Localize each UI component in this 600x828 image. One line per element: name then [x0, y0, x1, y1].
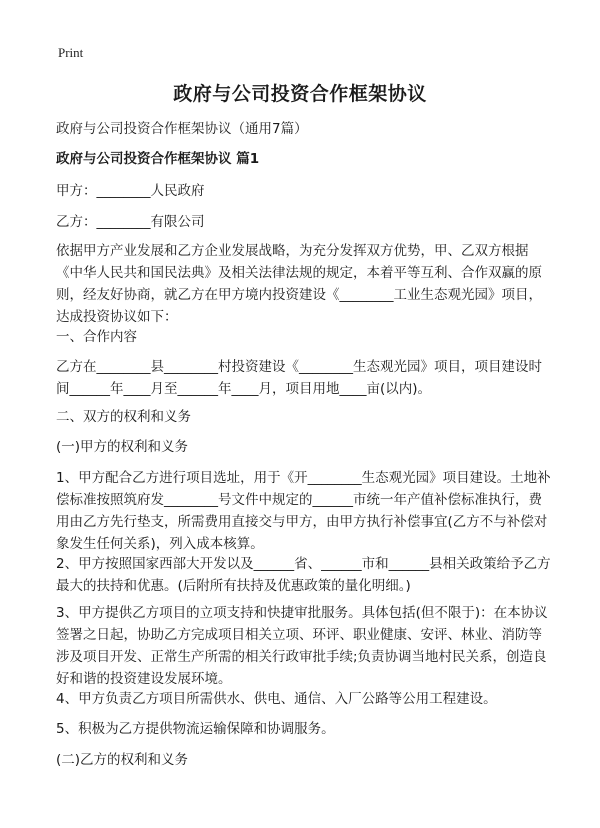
section-2-title: 二、双方的权利和义务: [56, 409, 191, 425]
print-link[interactable]: Print: [58, 45, 84, 60]
item-5-paragraph: 5、积极为乙方提供物流运输保障和协调服务。: [56, 721, 335, 737]
document-subtitle: 政府与公司投资合作框架协议（通用7篇）: [56, 121, 308, 137]
section-1-title: 一、合作内容: [56, 329, 137, 345]
item-4-paragraph: 4、甲方负责乙方项目所需供水、供电、通信、入厂公路等公用工程建设。: [56, 691, 497, 707]
sub-a-title: (一)甲方的权利和义务: [56, 439, 189, 455]
article-heading: 政府与公司投资合作框架协议 篇1: [56, 151, 260, 167]
document-title: 政府与公司投资合作框架协议: [173, 83, 427, 105]
intro-paragraph: 依据甲方产业发展和乙方企业发展战略，为充分发挥双方优势，甲、乙双方根据《中华人民共和国民法典》及相关法律法规的规定，本着平等互利、合作双赢的原则，经友好协商，就乙方在甲方境内投资建设《________工业生态观光园》项目，达成投资协议如下：: [56, 243, 542, 325]
party-a-line: 甲方：________人民政府: [56, 183, 205, 199]
section-1-body: 乙方在________县________村投资建设《________生态观光园》项目，项目建设时间______年____月至______年____月，项目用地____亩(以内)。: [56, 359, 542, 397]
party-b-line: 乙方：________有限公司: [56, 214, 205, 230]
item-1-paragraph: 1、甲方配合乙方进行项目选址，用于《开________生态观光园》项目建设。土地补偿标准按照筑府发________号文件中规定的______市统一年产值补偿标准执行，费用由乙方先行垫支，所需费用直接交与甲方，由甲方执行补偿事宜(乙方不与补偿对象发生任何关系)，列入成本核算。: [56, 470, 551, 552]
sub-b-title: (二)乙方的权利和义务: [56, 752, 189, 768]
item-3-paragraph: 3、甲方提供乙方项目的立项支持和快捷审批服务。具体包括(但不限于)：在本协议签署之日起，协助乙方完成项目相关立项、环评、职业健康、安评、林业、消防等涉及项目开发、正常生产所需的相关行政审批手续;负责协调当地村民关系，创造良好和谐的投资建设发展环境。: [56, 605, 548, 687]
item-2-paragraph: 2、甲方按照国家西部大开发以及______省、______市和______县相关政策给予乙方最大的扶持和优惠。(后附所有扶持及优惠政策的量化明细。): [56, 556, 551, 594]
